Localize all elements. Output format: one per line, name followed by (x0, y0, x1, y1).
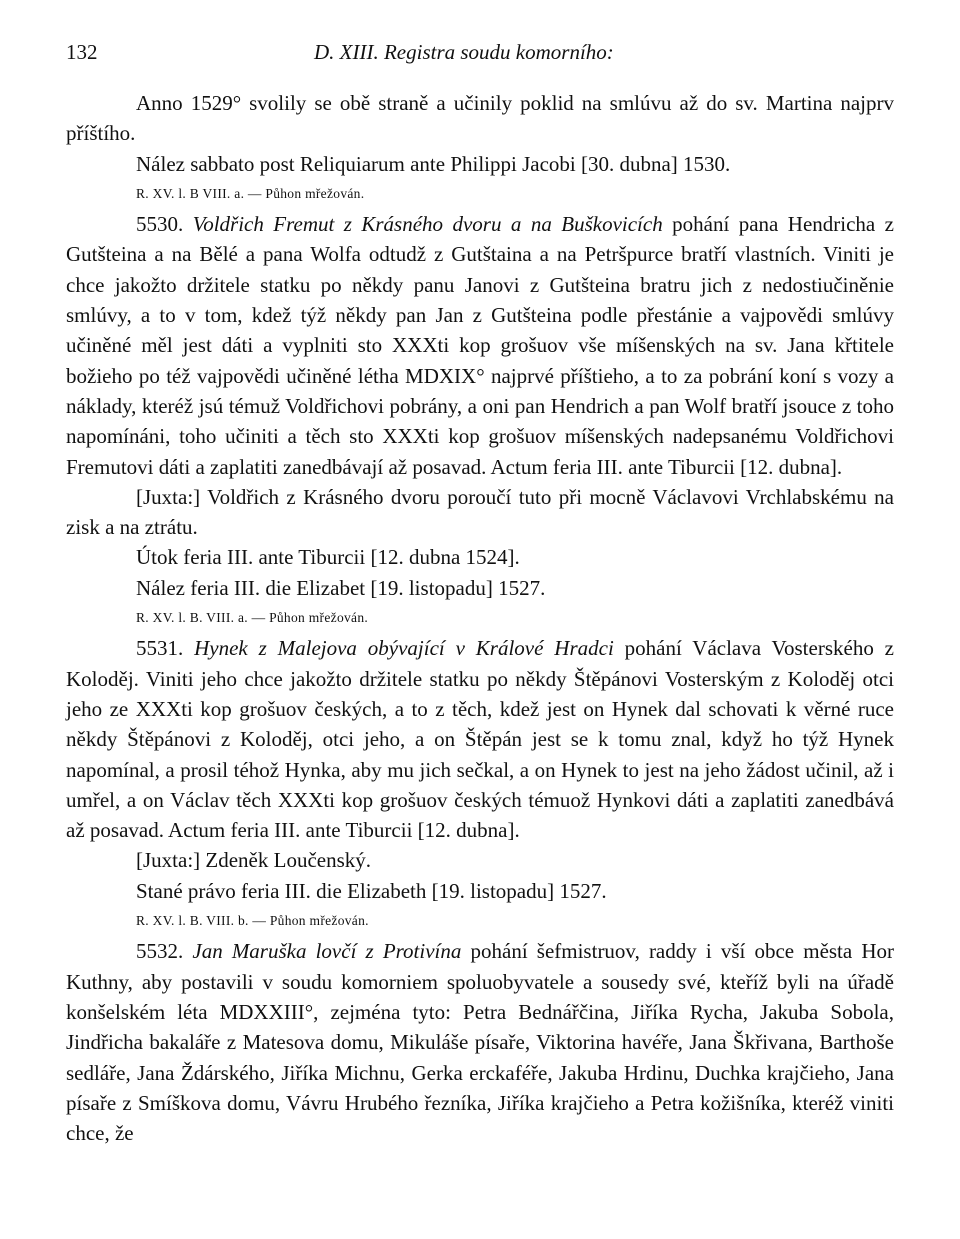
verdict-line: Nález sabbato post Reliquiarum ante Philippi Jacobi [30. dubna] 1530. (136, 151, 731, 176)
entry-number: 5532. (136, 939, 184, 964)
entry-number: 5530. (136, 212, 184, 237)
register-reference: R. XV. l. B. VIII. b. — Půhon mřežován. (136, 913, 369, 929)
paragraph: Anno 1529° svolily se obě straně a učinily poklid na smlúvu až do sv. Martina najprv příštího. (66, 91, 894, 146)
running-title: D. XIII. Registra soudu komorního: (314, 40, 614, 64)
paragraph: [Juxta:] Voldřich z Krásného dvoru poroučí tuto při mocně Václavovi Vrchlabskému na zisk a na ztrátu. (66, 484, 894, 540)
attack-line: Útok feria III. ante Tiburcii [12. dubna 1524]. (136, 545, 520, 570)
plaintiff-name: Voldřich Fremut z Krásného dvoru a na Buškovicích (192, 212, 663, 237)
page-number: 132 (66, 40, 98, 64)
juxta-line: [Juxta:] Zdeněk Loučenský. (136, 848, 372, 873)
entry-number: 5531. (136, 636, 184, 661)
body-text (66, 88, 894, 1148)
verdict-line: Nález feria III. die Elizabet [19. listopadu] 1527. (136, 575, 546, 600)
register-reference: R. XV. l. B VIII. a. — Půhon mřežován. (136, 185, 365, 201)
entry-text: pohání Václava Vosterského z Koloděj. Viniti jeho chce jakožto držitele statku po někdy Štěpánovi Vosterským z Koloděj otci jeho ze XXXti kop grošuov českých, a to z těch, kdež jest on Hynek dal schovati k věrné ruce někdy Štěpánovi z Koloděj, otci jeho, a on Štěpán jest se k tomu znal, když ho týž Hynek napomínal, a prosil téhož Hynka, aby mu jich sečkal, a on Hynek to jest na jeho žádost učinil, až i umřel, a on Václav těch XXXti kop grošuov českých témuož Hynkovi dáti a zaplatiti zanedbává až posavad. Actum feria III. ante Tiburcii [12. dubna]. (66, 636, 894, 843)
verdict-line: Stané právo feria III. die Elizabeth [19. listopadu] 1527. (136, 878, 607, 903)
plaintiff-name: Hynek z Malejova obývající v Králové Hradci (194, 636, 614, 661)
register-reference: R. XV. l. B. VIII. a. — Půhon mřežován. (136, 610, 369, 626)
entry-text: pohání šefmistruov, raddy i vší obce města Hor Kuthny, aby postavili v soudu komorniem spoluobyvatele a sousedy své, kteříž byli na úřadě konšelském léta MDXXIII°, zejména tyto: Petra Bednářčina, Jiříka Rycha, Jakuba Sobola, Jindřicha bakaláře z Matesova domu, Mikuláše písaře, Viktorina havéře, Jana Škřivana, Barthoše sedláře, Jana Ždárského, Jiříka Michnu, Gerka erckaféře, Jakuba Hrdinu, Duchka krajčieho, Jana písaře z Smíškova domu, Vávru Hrubého řezníka, Jiříka krajčieho a Petra kožišníka, kteréž viniti chce, že (66, 939, 894, 1146)
plaintiff-name: Jan Maruška lovčí z Protivína (192, 939, 462, 964)
entry-5531 (66, 633, 894, 845)
entry-5532 (66, 936, 894, 1148)
entry-text: pohání pana Hendricha z Gutšteina a na Bělé a pana Wolfa odtudž z Gutštaina a na Petršpurce bratří vlastních. Viniti je chce jakožto držitele statku po někdy panu Janovi z Gutšteina bratru jich z nedostiučiněnie smlúvy, a to v tom, kdež týž někdy pan Jan z Gutšteina podle přestánie a vajpovědi smlúvy učiněné měl jest dáti a vyplniti sto XXXti kop grošuov vše míšenských na sv. Jana křtitele božieho po též vajpovědi učiněné létha MDXIX° najprvé příštieho, a to za pobrání koní s vozy a náklady, kteréž jsú témuž Voldřichovi pobrány, a oni pan Hendrich a pan Wolf bratří jsouce z toho napomínáni, toho učiniti a těch sto XXXti kop grošuov míšenských nadepsanému Voldřichovi Fremutovi dáti a zaplatiti zanedbávají až posavad. Actum feria III. ante Tiburcii [12. dubna]. (66, 212, 895, 479)
entry-5530 (66, 209, 894, 482)
page-header (66, 40, 894, 70)
